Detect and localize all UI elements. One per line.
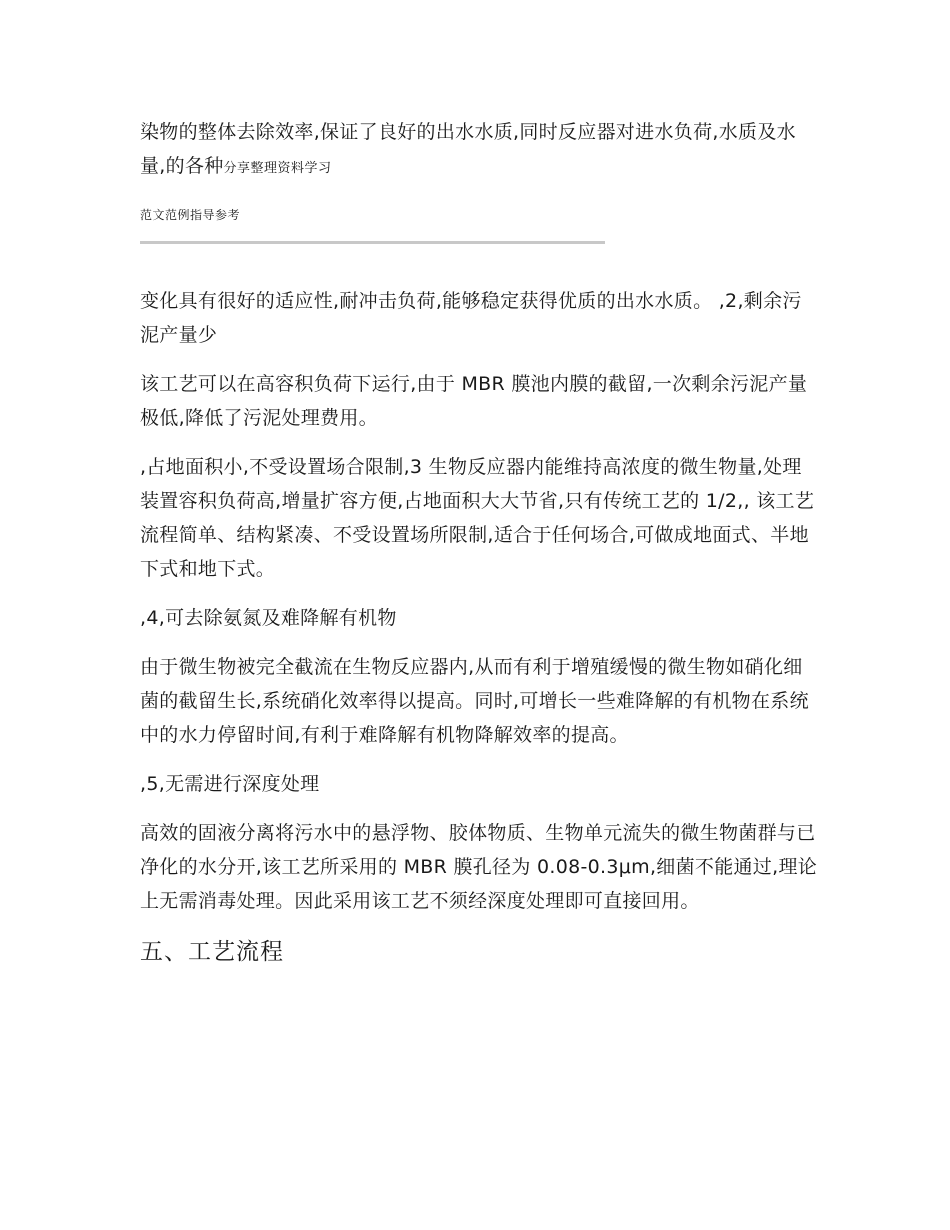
page-content — [140, 115, 820, 972]
carryover-text: 染物的整体去除效率,保证了良好的出水水质,同时反应器对进水负荷,水质及水量,的各种 — [140, 121, 796, 177]
paragraph-3: ,占地面积小,不受设置场合限制,3 生物反应器内能维持高浓度的微生物量,处理装置容积负荷高,增量扩容方便,占地面积大大节省,只有传统工艺的 1/2,, 该工艺流程简单、结构紧凑、不受设置场所限制,适合于任何场合,可做成地面式、半地下式和地下式。 — [140, 456, 815, 580]
subheading-6: ,5,无需进行深度处理 — [140, 773, 320, 795]
carryover-paragraph — [140, 115, 820, 186]
page-footer-note: 范文范例指导参考 — [140, 208, 241, 222]
paragraph-2: 该工艺可以在高容积负荷下运行,由于 MBR 膜池内膜的截留,一次剩余污泥产量极低,降低了污泥处理费用。 — [140, 373, 808, 429]
section-heading: 五、工艺流程 — [140, 939, 284, 965]
page-divider — [140, 241, 605, 244]
paragraph-1: 变化具有很好的适应性,耐冲击负荷,能够稳定获得优质的出水水质。 ,2,剩余污泥产量少 — [140, 290, 802, 346]
inline-watermark-note: 分享整理资料学习 — [223, 161, 332, 176]
paragraph-7: 高效的固液分离将污水中的悬浮物、胶体物质、生物单元流失的微生物菌群与已净化的水分开,该工艺所采用的 MBR 膜孔径为 0.08-0.3μm,细菌不能通过,理论上无需消毒处理。因此采用该工艺不须经深度处理即可直接回用。 — [140, 822, 818, 912]
subheading-4: ,4,可去除氨氮及难降解有机物 — [140, 607, 397, 629]
paragraph-5: 由于微生物被完全截流在生物反应器内,从而有利于增殖缓慢的微生物如硝化细菌的截留生长,系统硝化效率得以提高。同时,可增长一些难降解的有机物在系统中的水力停留时间,有利于难降解有机物降解效率的提高。 — [140, 656, 809, 746]
